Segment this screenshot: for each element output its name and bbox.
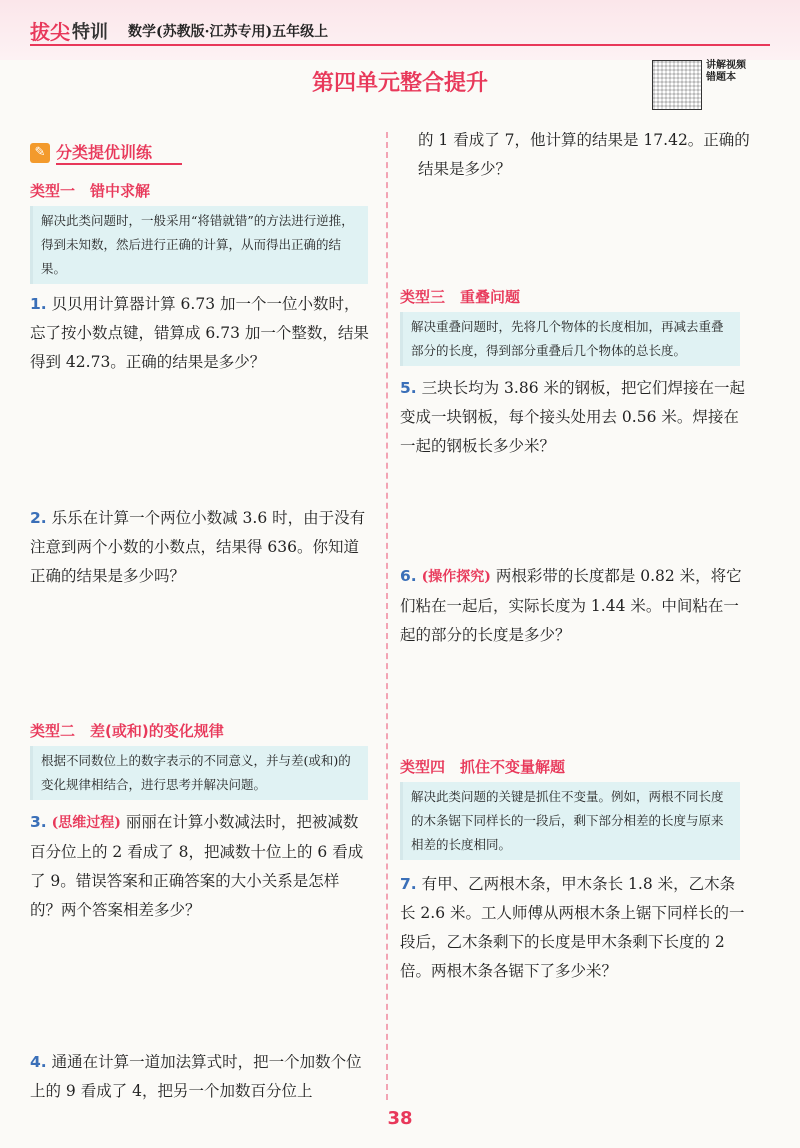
page-title: 第四单元整合提升 (311, 71, 488, 96)
question-1 (30, 290, 370, 377)
type-heading: 类型二 差(或和)的变化规律 (30, 722, 224, 740)
question-tag: (操作探究) (421, 569, 491, 585)
question-5 (400, 374, 745, 461)
question-text: 通通在计算一道加法算式时，把一个加数个位上的 9 看成了 4，把另一个加数百分位上 (30, 1053, 362, 1100)
question-number: 5. (400, 379, 417, 397)
type-tip: 解决此类问题时，一般采用“将错就错”的方法进行逆推，得到未知数，然后进行正确的计算，从而得出正确的结果。 (30, 206, 368, 284)
type-heading: 类型三 重叠问题 (400, 288, 521, 306)
question-2 (30, 504, 370, 591)
type-heading: 类型一 错中求解 (30, 182, 151, 200)
question-number: 3. (30, 813, 47, 831)
section-label: 分类提优训练 (56, 140, 182, 165)
header-band (0, 0, 800, 60)
question-text: 三块长均为 3.86 米的钢板，把它们焊接在一起变成一块钢板，每个接头处用去 0.56 米。焊接在一起的钢板长多少米？ (400, 379, 745, 455)
section-header (30, 140, 182, 165)
brand-logo: 拔尖 (30, 20, 70, 44)
page-number: 38 (387, 1108, 413, 1129)
column-divider (386, 132, 388, 1100)
question-number: 1. (30, 295, 47, 313)
question-3 (30, 808, 370, 925)
type-tip: 解决重叠问题时，先将几个物体的长度相加，再减去重叠部分的长度，得到部分重叠后几个物体的总长度。 (400, 312, 740, 366)
question-6 (400, 562, 745, 650)
question-text: 乐乐在计算一个两位小数减 3.6 时，由于没有注意到两个小数的小数点，结果得 636。你知道正确的结果是多少吗？ (30, 509, 366, 585)
question-tag: (思维过程) (51, 815, 121, 831)
question-text: 有甲、乙两根木条，甲木条长 1.8 米，乙木条长 2.6 米。工人师傅从两根木条上锯下同样长的一段后，乙木条剩下的长度是甲木条剩下长度的 2 倍。两根木条各锯下了多少米？ (400, 875, 745, 980)
question-text: 两根彩带的长度都是 0.82 米，将它们粘在一起后，实际长度为 1.44 米。中间粘在一起的部分的长度是多少？ (400, 567, 742, 644)
question-number: 2. (30, 509, 47, 527)
question-text: 贝贝用计算器计算 6.73 加一个一位小数时，忘了按小数点键，错算成 6.73 加一个整数，结果得到 42.73。正确的结果是多少？ (30, 295, 369, 371)
type-heading: 类型四 抓住不变量解题 (400, 758, 566, 776)
question-4-continued: 的 1 看成了 7，他计算的结果是 17.42。正确的结果是多少？ (418, 131, 750, 178)
qr-caption: 讲解视频 错题本 (706, 60, 746, 83)
question-number: 7. (400, 875, 417, 893)
type-tip: 根据不同数位上的数字表示的不同意义，并与差(或和)的变化规律相结合，进行思考并解决问题。 (30, 746, 368, 800)
type-tip: 解决此类问题的关键是抓住不变量。例如，两根不同长度的木条锯下同样长的一段后，剩下部分相差的长度与原来相差的长度相同。 (400, 782, 740, 860)
series-title: 数学(苏教版·江苏专用)五年级上 (128, 24, 329, 40)
question-number: 6. (400, 567, 417, 585)
brand-suffix: 特训 (72, 22, 108, 43)
header-rule (30, 44, 770, 46)
question-number: 4. (30, 1053, 47, 1071)
pencil-icon: ✎ (30, 143, 50, 163)
question-7 (400, 870, 745, 986)
question-4 (30, 1048, 370, 1106)
qr-code-icon[interactable] (652, 60, 702, 110)
question-text: 丽丽在计算小数减法时，把被减数百分位上的 2 看成了 8，把减数十位上的 6 看成了 9。错误答案和正确答案的大小关系是怎样的？两个答案相差多少？ (30, 813, 364, 919)
